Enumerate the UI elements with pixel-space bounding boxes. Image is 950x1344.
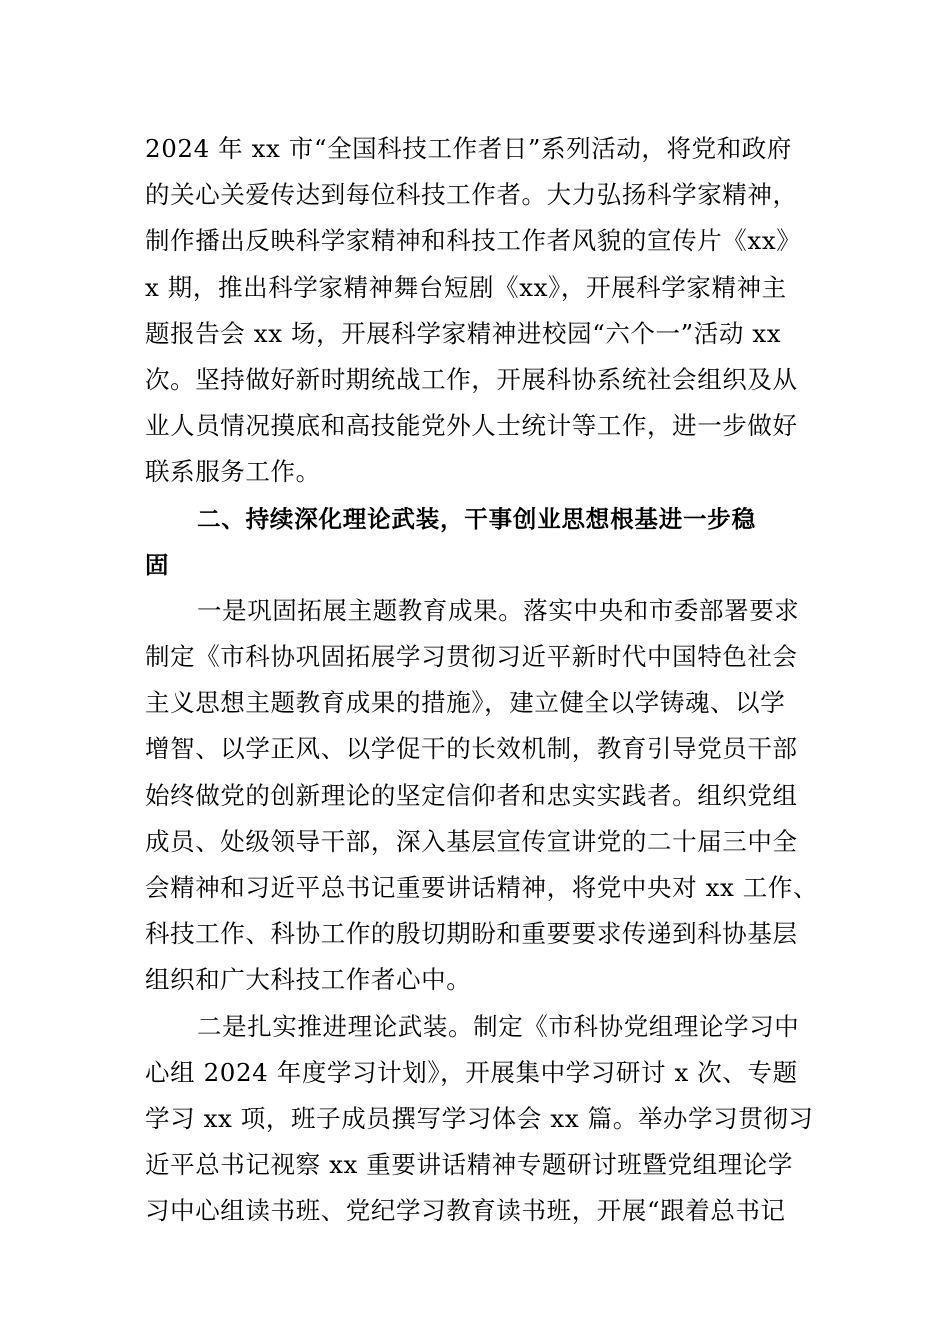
- text-line: 制定《市科协巩固拓展学习贯彻习近平新时代中国特色社会: [145, 642, 798, 672]
- text-line: 业人员情况摸底和高技能党外人士统计等工作，进一步做好: [145, 411, 798, 441]
- text-line: 心组 2024 年度学习计划》，开展集中学习研讨 x 次、专题: [145, 1057, 798, 1087]
- text-line: 会精神和习近平总书记重要讲话精神，将党中央对 xx 工作、: [145, 873, 819, 902]
- text-line: 一是巩固拓展主题教育成果。落实中央和市委部署要求: [197, 595, 800, 625]
- heading-line: 二、持续深化理论武装，干事创业思想根基进一步稳: [197, 504, 756, 533]
- text-line: 增智、以学正风、以学促干的长效机制，教育引导党员干部: [145, 734, 798, 764]
- paragraph-3: [145, 1004, 814, 1235]
- text-line: 的关心关爱传达到每位科技工作者。大力弘扬科学家精神，: [145, 180, 798, 210]
- heading-line: 固: [145, 550, 170, 579]
- text-line: 次。坚持做好新时期统战工作，开展科协系统社会组织及从: [145, 364, 798, 394]
- text-line: 习中心组读书班、党纪学习教育读书班，开展“跟着总书记: [145, 1196, 786, 1226]
- text-line: 科技工作、科协工作的殷切期盼和重要要求传递到科协基层: [145, 919, 798, 949]
- text-line: 学习 xx 项，班子成员撰写学习体会 xx 篇。举办学习贯彻习: [145, 1103, 814, 1133]
- text-line: x 期，推出科学家精神舞台短剧《xx》，开展科学家精神主: [145, 272, 787, 302]
- text-line: 2024 年 xx 市“全国科技工作者日”系列活动，将党和政府: [145, 134, 792, 163]
- document-body: [145, 126, 819, 1235]
- text-line: 制作播出反映科学家精神和科技工作者风貌的宣传片《xx》: [145, 226, 802, 256]
- text-line: 始终做党的创新理论的坚定信仰者和忠实实践者。组织党组: [145, 780, 798, 810]
- text-line: 成员、处级领导干部，深入基层宣传宣讲党的二十届三中全: [145, 826, 798, 856]
- text-line: 组织和广大科技工作者心中。: [145, 965, 472, 995]
- text-line: 题报告会 xx 场，开展科学家精神进校园“六个一”活动 xx: [145, 318, 782, 348]
- text-line: 二是扎实推进理论武装。制定《市科协党组理论学习中: [197, 1011, 800, 1041]
- text-line: 近平总书记视察 xx 重要讲话精神专题研讨班暨党组理论学: [145, 1150, 794, 1180]
- text-line: 主义思想主题教育成果的措施》，建立健全以学铸魂、以学: [145, 688, 786, 718]
- paragraph-1: [145, 126, 810, 496]
- section-heading: [145, 496, 810, 588]
- paragraph-2: [145, 588, 819, 1004]
- text-line: 联系服务工作。: [145, 457, 321, 487]
